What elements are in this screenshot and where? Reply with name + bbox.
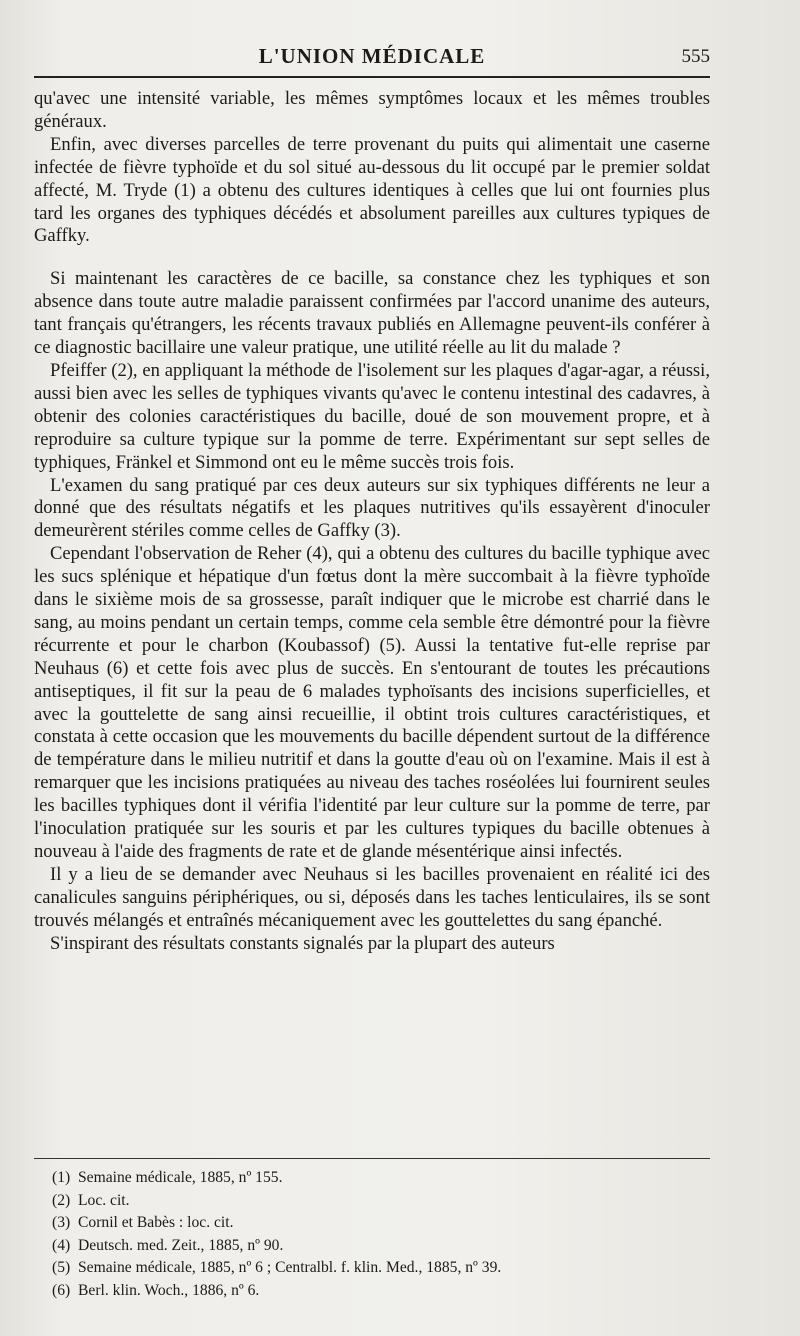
paragraph: Cependant l'observation de Reher (4), qui a obtenu des cultures du bacille typhique avec les sucs splénique et hépatique d'un fœtus dont la mère succombait à la fièvre typhoïde dans le sixième mois de sa grossesse, paraît indiquer que le microbe est charrié dans le sang, au moins pendant un certain temps, comme cela semble être démontré pour la fièvre récurrente et pour le charbon (Koubassof) (5). Aussi la tentative fut-elle reprise par Neuhaus (6) et cette fois avec plus de succès. En s'entourant de toutes les précautions antiseptiques, il fit sur la peau de 6 malades typhoïsants des incisions superficielles, et avec la gouttelette de sang ainsi recueillie, il obtint trois cultures caractéristiques, et constata à cette occasion que les mouvements du bacille dépendent surtout de la différence de température dans le milieu nutritif et dans la goutte d'eau où on l'examine. Mais il est à remarquer que les incisions pratiquées au niveau des taches roséolées lui fournirent seules les bacilles typhiques dont il vérifia l'identité par leur culture sur la pomme de terre, par l'inoculation pratiquée sur les souris et par les cultures typiques du bacille obtenues à nouveau à l'aide des fragments de rate et de glande mésentérique ainsi infectés. <box>34 543 710 862</box>
footnote <box>52 1190 702 1213</box>
footnotes <box>52 1167 702 1302</box>
footnote-mark: (6) <box>52 1281 71 1299</box>
paragraph: L'examen du sang pratiqué par ces deux auteurs sur six typhiques différents ne leur a donné que des résultats négatifs et les plaques nutritives qu'ils essayèrent d'inoculer demeurèrent stériles comme celles de Gaffky (3). <box>34 474 710 542</box>
footnote <box>52 1167 702 1190</box>
paragraph-gap <box>34 248 710 268</box>
paragraph: Il y a lieu de se demander avec Neuhaus si les bacilles provenaient en réalité ici des canalicules sanguins périphériques, ou si, déposés dans les taches lenticulaires, ils se sont trouvés mélangés et entraînés mécaniquement avec les gouttelettes du sang épanché. <box>34 863 710 931</box>
page-number: 555 <box>681 46 710 67</box>
footnote-mark: (4) <box>52 1236 71 1254</box>
paragraph: Pfeiffer (2), en appliquant la méthode de l'isolement sur les plaques d'agar-agar, a réussi, aussi bien avec les selles de typhiques vivants qu'avec le contenu intestinal des cadavres, à obtenir des colonies caractéristiques du bacille, doué de son mouvement propre, et à reproduire sa culture typique sur la pomme de terre. Expérimentant sur sept selles de typhiques, Fränkel et Simmond ont eu le même succès trois fois. <box>34 359 710 473</box>
footnote-text: Cornil et Babès : loc. cit. <box>78 1214 234 1231</box>
paragraph: Si maintenant les caractères de ce bacille, sa constance chez les typhiques et son absence dans toute autre maladie paraissent confirmées par l'accord unanime des auteurs, tant français qu'étrangers, les récents travaux publiés en Allemagne peuvent-ils conférer à ce diagnostic bacillaire une valeur pratique, une utilité réelle au lit du malade ? <box>34 268 710 359</box>
footnote <box>52 1257 702 1280</box>
header-rule <box>34 76 710 78</box>
footnote-rule <box>34 1158 710 1159</box>
footnote-text: Deutsch. med. Zeit., 1885, nº 90. <box>78 1236 284 1254</box>
footnote <box>52 1235 702 1258</box>
paragraph: S'inspirant des résultats constants signalés par la plupart des auteurs <box>50 932 555 954</box>
body-text <box>34 88 710 956</box>
footnote-mark: (1) <box>52 1169 71 1186</box>
paragraph: qu'avec une intensité variable, les mêmes symptômes locaux et les mêmes troubles généraux. <box>34 88 710 132</box>
running-header <box>34 40 710 72</box>
footnote-text: Loc. cit. <box>78 1191 130 1209</box>
footnote-text: Semaine médicale, 1885, nº 6 ; Centralbl. f. klin. Med., 1885, nº 39. <box>78 1259 502 1276</box>
footnote-text: Semaine médicale, 1885, nº 155. <box>78 1169 283 1186</box>
footnote-mark: (3) <box>52 1214 71 1231</box>
footnote <box>52 1212 702 1235</box>
journal-title: L'UNION MÉDICALE <box>258 44 486 68</box>
footnote <box>52 1280 702 1303</box>
paragraph: Enfin, avec diverses parcelles de terre provenant du puits qui alimentait une caserne infectée de fièvre typhoïde et du sol situé au-dessous du lit occupé par le premier soldat affecté, M. Tryde (1) a obtenu des cultures identiques à celles que lui ont fournies plus tard les organes des typhiques décédés et absolument pareilles aux cultures typiques de Gaffky. <box>34 133 710 247</box>
footnote-text: Berl. klin. Woch., 1886, nº 6. <box>78 1281 260 1299</box>
footnote-mark: (5) <box>52 1259 71 1276</box>
footnote-mark: (2) <box>52 1191 71 1209</box>
